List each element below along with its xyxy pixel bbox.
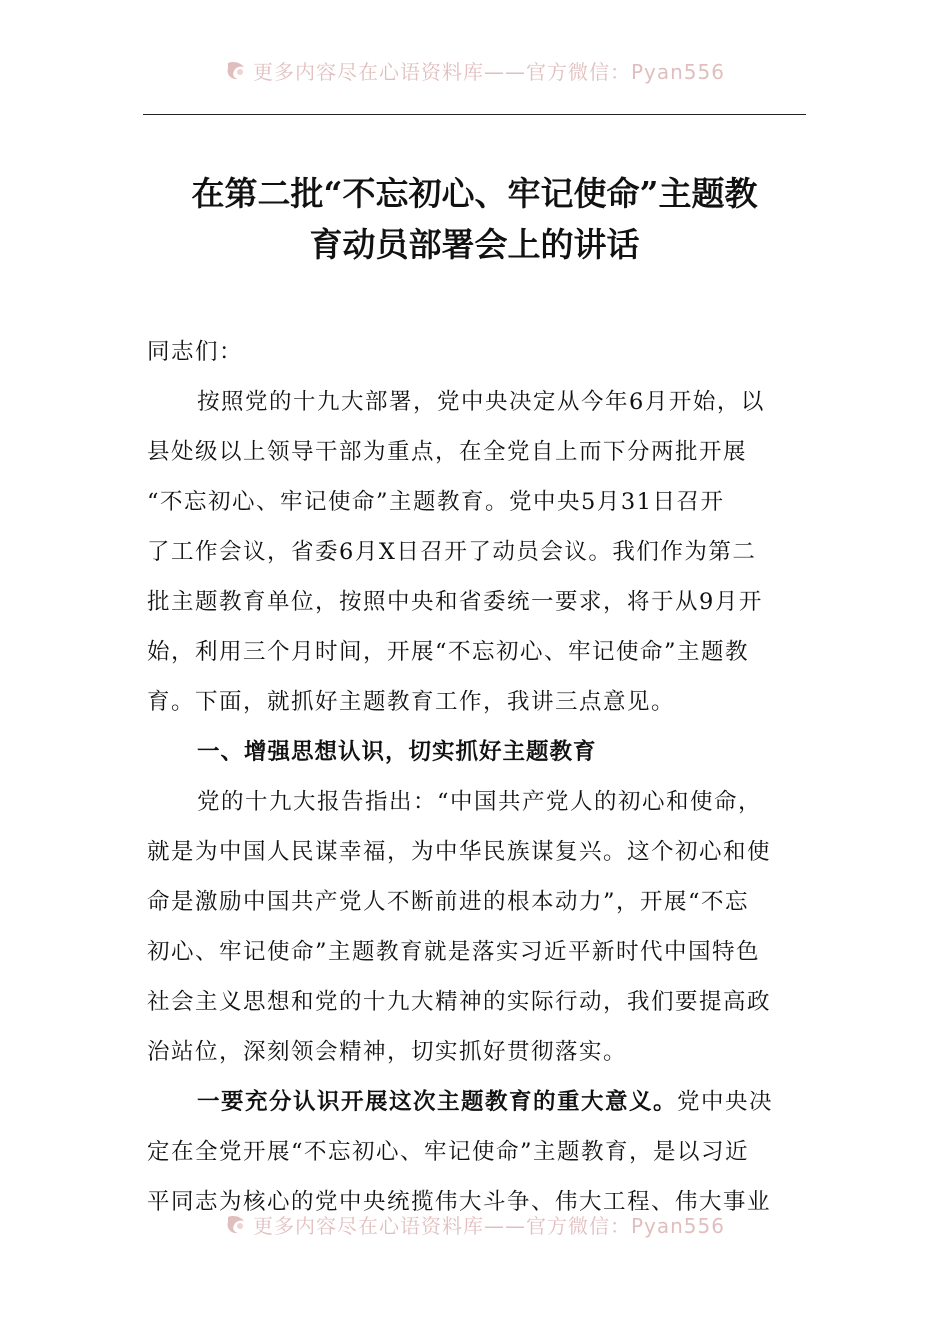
text-line: 了工作会议，省委6月X日召开了动员会议。我们作为第二: [147, 539, 757, 565]
section-heading: 一、增强思想认识，切实抓好主题教育: [197, 739, 597, 765]
watermark-text: 更多内容尽在心语资料库——官方微信：Pyan556: [252, 59, 725, 84]
watermark-text: 更多内容尽在心语资料库——官方微信：Pyan556: [252, 1213, 725, 1238]
watermark-logo-icon: [225, 1213, 247, 1235]
text-line: 批主题教育单位，按照中央和省委统一要求，将于从9月开: [147, 589, 763, 615]
text-line: 同志们：: [147, 339, 244, 365]
header-watermark: [0, 52, 950, 88]
text-line: 定在全党开展“不忘初心、牢记使命”主题教育，是以习近: [147, 1139, 750, 1165]
header-rule: [143, 114, 806, 115]
watermark-logo-icon: [225, 59, 247, 81]
text-line: 按照党的十九大部署，党中央决定从今年6月开始，以: [197, 389, 765, 415]
text-line: 育。下面，就抓好主题教育工作，我讲三点意见。: [147, 689, 676, 715]
text-line: 平同志为核心的党中央统揽伟大斗争、伟大工程、伟大事业: [147, 1189, 772, 1215]
line-rest-text: 党中央决: [677, 1089, 774, 1115]
footer-watermark: [0, 1206, 950, 1242]
text-line: 治站位，深刻领会精神，切实抓好贯彻落实。: [147, 1039, 628, 1065]
text-line: “不忘初心、牢记使命”主题教育。党中央5月31日召开: [147, 489, 725, 515]
text-line: 县处级以上领导干部为重点，在全党自上而下分两批开展: [147, 439, 748, 465]
text-line: [147, 1077, 807, 1127]
text-line: 始，利用三个月时间，开展“不忘初心、牢记使命”主题教: [147, 639, 750, 665]
title-line-1: 在第二批“不忘初心、牢记使命”主题教: [191, 174, 758, 213]
text-line: 就是为中国人民谋幸福，为中华民族谋复兴。这个初心和使: [147, 839, 772, 865]
title-line-2: 育动员部署会上的讲话: [309, 225, 640, 264]
text-line: 命是激励中国共产党人不断前进的根本动力”，开展“不忘: [147, 889, 750, 915]
bold-lead-text: 一要充分认识开展这次主题教育的重大意义。: [197, 1089, 678, 1115]
document-body: [147, 327, 807, 1227]
page-title: [143, 168, 806, 270]
text-line: 党的十九大报告指出：“中国共产党人的初心和使命，: [197, 789, 763, 815]
text-line: 初心、牢记使命”主题教育就是落实习近平新时代中国特色: [147, 939, 761, 965]
text-line: 社会主义思想和党的十九大精神的实际行动，我们要提高政: [147, 989, 772, 1015]
